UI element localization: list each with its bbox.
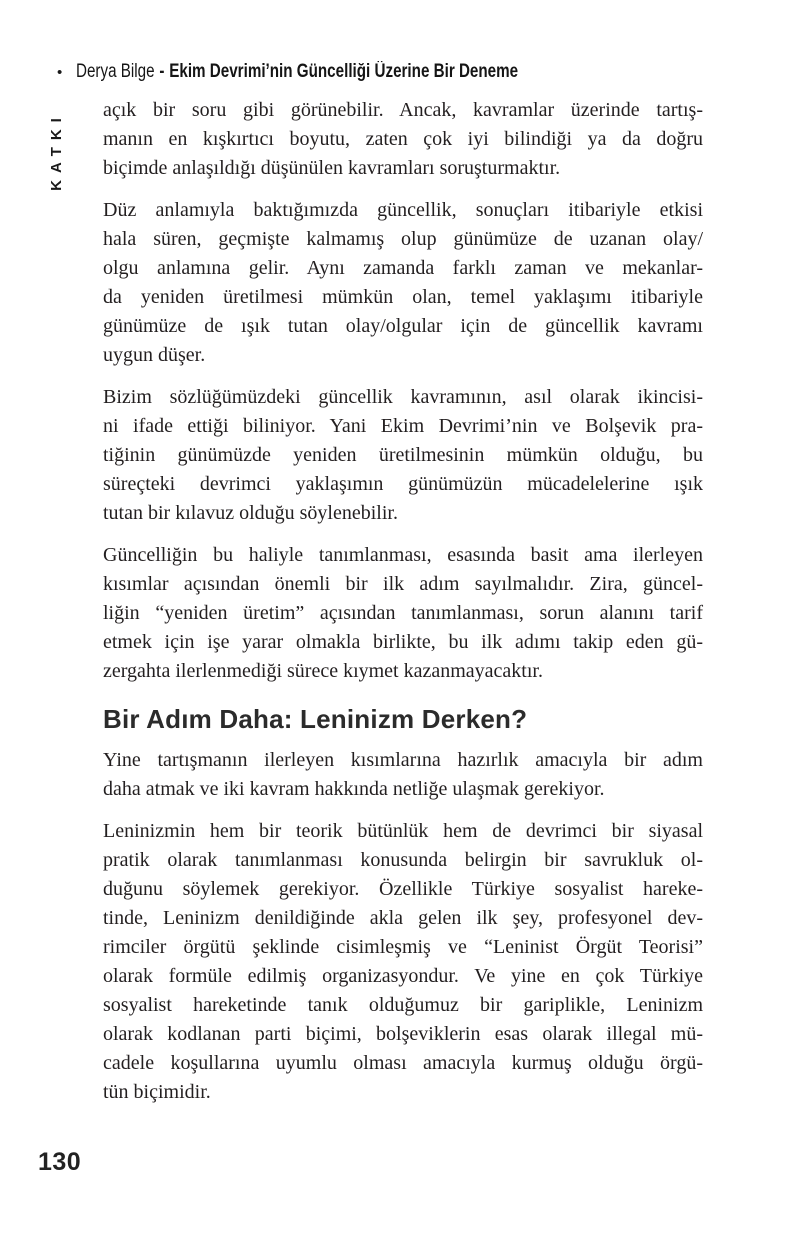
text-line: ni ifade ettiği biliniyor. Yani Ekim Devrimi’nin ve Bolşevik pra- [103,415,703,437]
text-line: kısımlar açısından önemli bir ilk adım sayılmalıdır. Zira, güncel- [103,573,703,595]
text-line: hala süren, geçmişte kalmamış olup günümüze de uzanan olay/ [103,228,703,250]
text-line: Düz anlamıyla baktığımızda güncellik, sonuçları itibariyle etkisi [103,199,703,221]
text-line: günümüze de ışık tutan olay/olgular için de güncellik kavramı [103,315,703,337]
text-line: zergahta ilerlenmediği sürece kıymet kazanmayacaktır. [103,660,543,682]
text-line: olgu anlamına gelir. Aynı zamanda farklı zaman ve mekanlar- [103,257,703,279]
text-line: tutan bir kılavuz olduğu söylenebilir. [103,502,398,524]
running-header-text [76,61,518,83]
paragraph [103,96,703,183]
bullet-icon: • [57,63,63,81]
paragraph [103,196,703,370]
paragraph [103,817,703,1107]
text-line: Yine tartışmanın ilerleyen kısımlarına hazırlık amacıyla bir adım [103,749,703,771]
text-line: etmek için işe yarar olmakla birlikte, bu ilk adımı takip eden gü- [103,631,703,653]
text-line: manın en kışkırtıcı boyutu, zaten çok iyi bilindiği ya da doğru [103,128,703,150]
text-line: Bizim sözlüğümüzdeki güncellik kavramının, asıl olarak ikincisi- [103,386,703,408]
text-line: Güncelliğin bu haliyle tanımlanması, esasında basit ama ilerleyen [103,544,703,566]
text-line: tiğinin günümüzde yeniden üretilmesinin mümkün olduğu, bu [103,444,703,466]
text-line: Leninizmin hem bir teorik bütünlük hem de devrimci bir siyasal [103,820,703,842]
paragraph [103,383,703,528]
text-line: açık bir soru gibi görünebilir. Ancak, kavramlar üzerinde tartış- [103,99,703,121]
article-title: Ekim Devrimi’nin Güncelliği Üzerine Bir Deneme [169,61,519,82]
text-line: sosyalist hareketinde tanık olduğumuz bir gariplikle, Leninizm [103,994,703,1016]
paragraph [103,746,703,804]
text-line: liğin “yeniden üretim” açısından tanımlanması, sorun alanını tarif [103,602,703,624]
text-line: daha atmak ve iki kavram hakkında netliğe ulaşmak gerekiyor. [103,778,605,800]
section-heading: Bir Adım Daha: Leninizm Derken? [103,704,528,734]
running-header [57,61,629,83]
text-line: tinde, Leninizm denildiğinde akla gelen ilk şey, profesyonel dev- [103,907,703,929]
text-line: da yeniden üretilmesi mümkün olan, temel yaklaşımı itibariyle [103,286,703,308]
text-line: süreçteki devrimci yaklaşımın günümüzün mücadelelerine ışık [103,473,703,495]
text-line: olarak kodlanan parti biçimi, bolşeviklerin esas olarak illegal mü- [103,1023,703,1045]
author-name: Derya Bilge [76,61,155,82]
text-line: olarak formüle edilmiş organizasyondur. Ve yine en çok Türkiye [103,965,703,987]
header-separator: - [159,61,165,82]
text-line: uygun düşer. [103,344,206,366]
text-line: biçimde anlaşıldığı düşünülen kavramları soruşturmaktır. [103,157,561,179]
journal-label-vertical: KATKI [48,111,65,191]
text-line: cadele koşullarına uyumlu olması amacıyla kurmuş olduğu örgü- [103,1052,703,1074]
text-line: duğunu söylemek gerekiyor. Özellikle Türkiye sosyalist hareke- [103,878,703,900]
page-number: 130 [38,1148,82,1176]
text-line: pratik olarak tanımlanması konusunda belirgin bir savrukluk ol- [103,849,703,871]
paragraph [103,541,703,686]
article-body [103,96,703,1120]
text-line: tün biçimidir. [103,1081,211,1103]
text-line: rimciler örgütü şeklinde cisimleşmiş ve “Leninist Örgüt Teorisi” [103,936,703,958]
